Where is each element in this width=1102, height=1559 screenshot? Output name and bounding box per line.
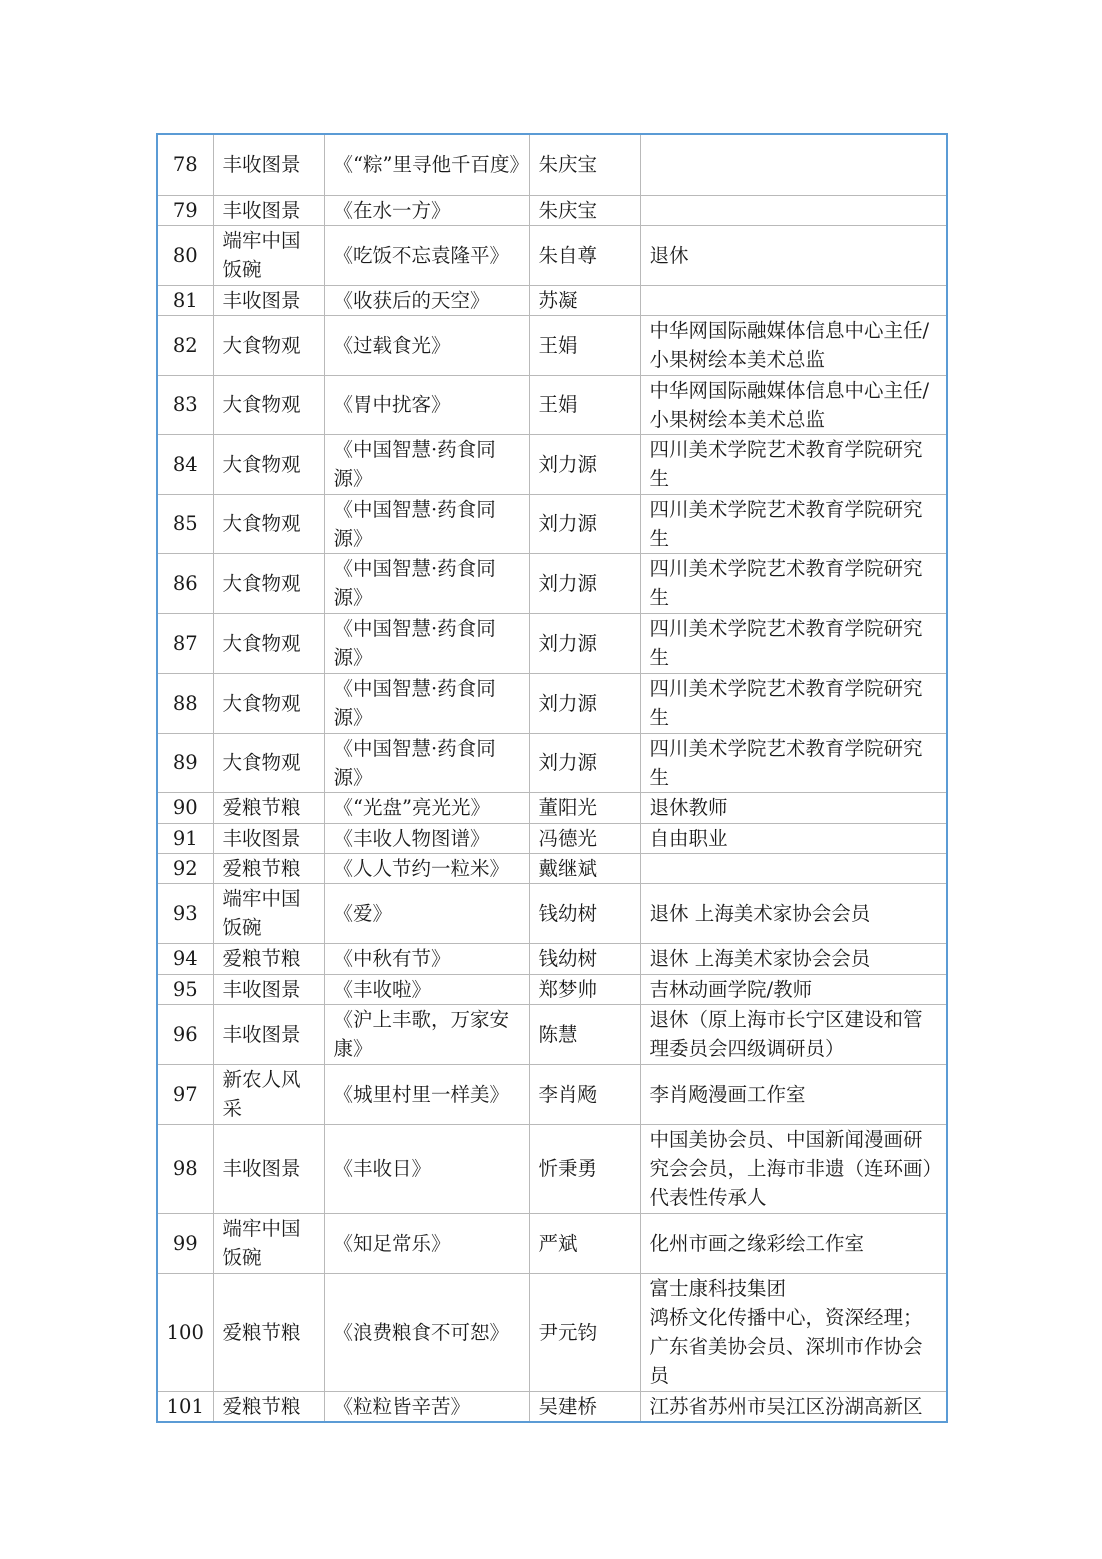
title-cell: 《中国智慧·药食同源》 xyxy=(324,613,529,673)
table-row xyxy=(157,553,947,613)
category-cell: 丰收图景 xyxy=(213,285,324,315)
note-cell: 化州市画之缘彩绘工作室 xyxy=(640,1213,947,1273)
category-cell: 大食物观 xyxy=(213,673,324,733)
category-cell: 端牢中国饭碗 xyxy=(213,225,324,285)
note-cell: 退休 上海美术家协会会员 xyxy=(640,883,947,943)
author-cell: 钱幼树 xyxy=(529,883,640,943)
category-cell: 爱粮节粮 xyxy=(213,792,324,823)
row-number: 87 xyxy=(157,613,213,673)
note-cell: 退休 xyxy=(640,225,947,285)
author-cell: 钱幼树 xyxy=(529,943,640,974)
table-row xyxy=(157,733,947,792)
note-cell: 中国美协会员、中国新闻漫画研究会会员，上海市非遗（连环画）代表性传承人 xyxy=(640,1124,947,1213)
title-cell: 《中国智慧·药食同源》 xyxy=(324,553,529,613)
author-cell: 朱自尊 xyxy=(529,225,640,285)
row-number: 99 xyxy=(157,1213,213,1273)
note-cell: 吉林动画学院/教师 xyxy=(640,974,947,1004)
author-cell: 刘力源 xyxy=(529,553,640,613)
table-row xyxy=(157,1273,947,1391)
table-row xyxy=(157,823,947,853)
author-cell: 陈慧 xyxy=(529,1004,640,1064)
entries-table-body xyxy=(157,134,947,1422)
author-cell: 尹元钧 xyxy=(529,1273,640,1391)
note-cell: 中华网国际融媒体信息中心主任/小果树绘本美术总监 xyxy=(640,375,947,434)
title-cell: 《收获后的天空》 xyxy=(324,285,529,315)
table-row xyxy=(157,1213,947,1273)
title-cell: 《中国智慧·药食同源》 xyxy=(324,673,529,733)
row-number: 90 xyxy=(157,792,213,823)
row-number: 98 xyxy=(157,1124,213,1213)
author-cell: 董阳光 xyxy=(529,792,640,823)
row-number: 96 xyxy=(157,1004,213,1064)
row-number: 95 xyxy=(157,974,213,1004)
note-cell: 退休教师 xyxy=(640,792,947,823)
title-cell: 《城里村里一样美》 xyxy=(324,1064,529,1124)
table-row xyxy=(157,195,947,225)
note-cell xyxy=(640,853,947,883)
table-row xyxy=(157,494,947,553)
note-cell xyxy=(640,285,947,315)
author-cell: 戴继斌 xyxy=(529,853,640,883)
category-cell: 丰收图景 xyxy=(213,1124,324,1213)
table-row xyxy=(157,225,947,285)
category-cell: 大食物观 xyxy=(213,613,324,673)
author-cell: 郑梦帅 xyxy=(529,974,640,1004)
row-number: 85 xyxy=(157,494,213,553)
category-cell: 端牢中国饭碗 xyxy=(213,883,324,943)
row-number: 79 xyxy=(157,195,213,225)
note-cell: 四川美术学院艺术教育学院研究生 xyxy=(640,553,947,613)
row-number: 78 xyxy=(157,134,213,195)
category-cell: 爱粮节粮 xyxy=(213,853,324,883)
note-cell: 四川美术学院艺术教育学院研究生 xyxy=(640,673,947,733)
title-cell: 《“光盘”亮光光》 xyxy=(324,792,529,823)
category-cell: 爱粮节粮 xyxy=(213,943,324,974)
table-row xyxy=(157,375,947,434)
category-cell: 大食物观 xyxy=(213,553,324,613)
note-cell xyxy=(640,195,947,225)
title-cell: 《中国智慧·药食同源》 xyxy=(324,494,529,553)
category-cell: 爱粮节粮 xyxy=(213,1273,324,1391)
row-number: 80 xyxy=(157,225,213,285)
category-cell: 新农人风采 xyxy=(213,1064,324,1124)
note-cell: 四川美术学院艺术教育学院研究生 xyxy=(640,434,947,494)
table-row xyxy=(157,673,947,733)
author-cell: 王娟 xyxy=(529,375,640,434)
table-row xyxy=(157,1124,947,1213)
table-row xyxy=(157,1064,947,1124)
row-number: 100 xyxy=(157,1273,213,1391)
title-cell: 《沪上丰歌，万家安康》 xyxy=(324,1004,529,1064)
category-cell: 爱粮节粮 xyxy=(213,1391,324,1422)
title-cell: 《丰收人物图谱》 xyxy=(324,823,529,853)
author-cell: 刘力源 xyxy=(529,434,640,494)
category-cell: 丰收图景 xyxy=(213,195,324,225)
title-cell: 《中秋有节》 xyxy=(324,943,529,974)
author-cell: 刘力源 xyxy=(529,733,640,792)
table-row xyxy=(157,1004,947,1064)
title-cell: 《浪费粮食不可恕》 xyxy=(324,1273,529,1391)
note-cell: 富士康科技集团 鸿桥文化传播中心，资深经理； 广东省美协会员、深圳市作协会员 xyxy=(640,1273,947,1391)
entries-table xyxy=(156,133,948,1423)
author-cell: 李肖飏 xyxy=(529,1064,640,1124)
title-cell: 《胃中扰客》 xyxy=(324,375,529,434)
author-cell: 冯德光 xyxy=(529,823,640,853)
note-cell: 四川美术学院艺术教育学院研究生 xyxy=(640,494,947,553)
table-row xyxy=(157,883,947,943)
row-number: 83 xyxy=(157,375,213,434)
note-cell: 江苏省苏州市吴江区汾湖高新区 xyxy=(640,1391,947,1422)
row-number: 97 xyxy=(157,1064,213,1124)
title-cell: 《“粽”里寻他千百度》 xyxy=(324,134,529,195)
author-cell: 朱庆宝 xyxy=(529,195,640,225)
title-cell: 《粒粒皆辛苦》 xyxy=(324,1391,529,1422)
author-cell: 刘力源 xyxy=(529,613,640,673)
row-number: 93 xyxy=(157,883,213,943)
table-row xyxy=(157,613,947,673)
category-cell: 大食物观 xyxy=(213,375,324,434)
category-cell: 丰收图景 xyxy=(213,1004,324,1064)
row-number: 101 xyxy=(157,1391,213,1422)
author-cell: 刘力源 xyxy=(529,673,640,733)
table-row xyxy=(157,974,947,1004)
category-cell: 丰收图景 xyxy=(213,974,324,1004)
category-cell: 端牢中国饭碗 xyxy=(213,1213,324,1273)
note-cell xyxy=(640,134,947,195)
title-cell: 《丰收啦》 xyxy=(324,974,529,1004)
table-row xyxy=(157,315,947,375)
row-number: 89 xyxy=(157,733,213,792)
row-number: 81 xyxy=(157,285,213,315)
category-cell: 丰收图景 xyxy=(213,134,324,195)
title-cell: 《丰收日》 xyxy=(324,1124,529,1213)
title-cell: 《知足常乐》 xyxy=(324,1213,529,1273)
title-cell: 《中国智慧·药食同源》 xyxy=(324,434,529,494)
category-cell: 大食物观 xyxy=(213,434,324,494)
row-number: 82 xyxy=(157,315,213,375)
table-row xyxy=(157,285,947,315)
note-cell: 中华网国际融媒体信息中心主任/小果树绘本美术总监 xyxy=(640,315,947,375)
note-cell: 自由职业 xyxy=(640,823,947,853)
row-number: 94 xyxy=(157,943,213,974)
row-number: 84 xyxy=(157,434,213,494)
note-cell: 四川美术学院艺术教育学院研究生 xyxy=(640,733,947,792)
author-cell: 朱庆宝 xyxy=(529,134,640,195)
row-number: 86 xyxy=(157,553,213,613)
note-cell: 退休（原上海市长宁区建设和管理委员会四级调研员） xyxy=(640,1004,947,1064)
category-cell: 丰收图景 xyxy=(213,823,324,853)
title-cell: 《过载食光》 xyxy=(324,315,529,375)
author-cell: 忻秉勇 xyxy=(529,1124,640,1213)
title-cell: 《中国智慧·药食同源》 xyxy=(324,733,529,792)
author-cell: 刘力源 xyxy=(529,494,640,553)
author-cell: 严斌 xyxy=(529,1213,640,1273)
category-cell: 大食物观 xyxy=(213,733,324,792)
table-row xyxy=(157,1391,947,1422)
title-cell: 《吃饭不忘袁隆平》 xyxy=(324,225,529,285)
author-cell: 苏凝 xyxy=(529,285,640,315)
table-row xyxy=(157,134,947,195)
note-cell: 四川美术学院艺术教育学院研究生 xyxy=(640,613,947,673)
row-number: 91 xyxy=(157,823,213,853)
title-cell: 《爱》 xyxy=(324,883,529,943)
table-row xyxy=(157,434,947,494)
note-cell: 李肖飏漫画工作室 xyxy=(640,1064,947,1124)
title-cell: 《人人节约一粒米》 xyxy=(324,853,529,883)
table-row xyxy=(157,853,947,883)
row-number: 92 xyxy=(157,853,213,883)
author-cell: 吴建桥 xyxy=(529,1391,640,1422)
title-cell: 《在水一方》 xyxy=(324,195,529,225)
note-cell: 退休 上海美术家协会会员 xyxy=(640,943,947,974)
category-cell: 大食物观 xyxy=(213,494,324,553)
category-cell: 大食物观 xyxy=(213,315,324,375)
row-number: 88 xyxy=(157,673,213,733)
author-cell: 王娟 xyxy=(529,315,640,375)
table-row xyxy=(157,792,947,823)
table-row xyxy=(157,943,947,974)
